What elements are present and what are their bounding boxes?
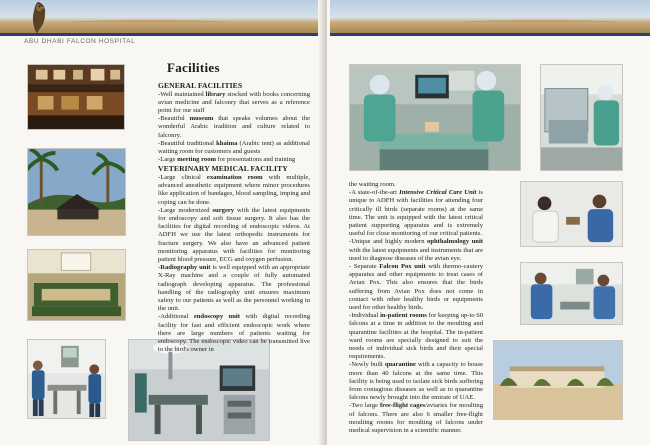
facility-item-text: for keeping up-to 60 falcons at a time in addition to the moulting and quarantine facilities at the hospital. The in-patient ward rooms are specially designed to suit the needs of individual sick birds and their special requirements.	[349, 312, 483, 361]
veterinary-facility-list	[158, 174, 310, 354]
facility-item-text: with thermo-cautery apparatus and other equipments to treat cases of Avian Pox. This also ensures that the birds suffering from Avian Pox does not come in contact with other healthy birds or equipments used for other healthy birds.	[349, 263, 483, 312]
facility-item-text: with a capacity to house more than 40 falcons at the same time. This facility is being used to isolate sick birds suffering from contagious diseases as well as to quarantine falcons newly brought into the emirate of UAE.	[349, 361, 483, 402]
facility-item-name: endoscopy unit	[193, 313, 240, 321]
facility-item-text: -Additional	[158, 313, 194, 321]
facility-item-name: examination room	[206, 174, 263, 182]
meeting-room-photo	[27, 249, 126, 321]
facility-item	[349, 361, 483, 402]
facility-item-text: /aviaries for moulting of falcons. There are also 6 smaller free-flight moulting rooms for moulting of falcons under medical supervision in a scientific manner.	[349, 402, 483, 435]
facility-item-text: the waiting room.	[349, 181, 396, 188]
facility-item	[349, 238, 483, 263]
facility-item-name: library	[205, 90, 226, 98]
quarantine-building-photo	[493, 340, 623, 420]
facility-item-text: -A state-of-the-art	[349, 189, 400, 197]
facility-item-text: - Separate	[349, 263, 380, 271]
facility-item-name: in-patient rooms	[380, 312, 427, 320]
facilities-text-column	[158, 60, 310, 445]
right-page	[327, 0, 650, 445]
facility-item-text: -Individual	[349, 312, 381, 320]
facility-item-text: with the latest equipments and instruments that are used to diagnose diseases of the avian eye.	[349, 246, 483, 262]
general-facilities-list	[158, 91, 310, 165]
facility-item-name: Falcon Pox unit	[379, 263, 426, 271]
desert-banner	[330, 0, 650, 36]
facility-item	[349, 263, 483, 312]
left-page	[0, 0, 323, 445]
facility-item	[349, 312, 483, 361]
facility-item-text: stocked with books concerning avian medicine and falconry that serves as a reference point for our staff	[158, 90, 310, 114]
facility-item-text: with multiple, advanced anesthetic equipment where minor procedures like application of bandages, blood sampling, imping and coping can be done.	[158, 174, 310, 206]
facility-item	[349, 189, 483, 238]
examination-room-photo	[27, 339, 106, 419]
surgery-room-photo	[349, 64, 521, 171]
facility-item-text: -Well maintained	[158, 90, 206, 98]
facility-item-text: -Unique and highly modern	[349, 238, 428, 246]
facility-item-name: meeting room	[177, 156, 216, 164]
facility-item-text: -Beautiful traditional	[158, 139, 217, 147]
facility-item	[349, 402, 483, 435]
facility-item-text: (Arabic tent) as additional waiting room for customers and guests	[158, 139, 310, 156]
facility-item	[158, 207, 310, 264]
falcon-pox-unit-photo	[520, 262, 623, 325]
facility-item	[158, 156, 310, 164]
facility-item	[349, 181, 483, 189]
facility-item	[158, 174, 310, 207]
facility-item-text: -Large clinical	[158, 174, 207, 182]
museum-photo	[27, 64, 125, 130]
icu-photo	[540, 64, 623, 171]
facility-item-text: that speaks volumes about the wonderful Arabic tradition and culture related to falconry.	[158, 115, 310, 139]
brand-name: ABU DHABI FALCON HOSPITAL	[24, 38, 136, 45]
facility-item-name: khaima	[216, 139, 238, 147]
facility-item	[158, 264, 310, 313]
facilities-heading: Facilities	[167, 60, 220, 75]
veterinary-facility-heading: VETERINARY MEDICAL FACILITY	[158, 164, 288, 174]
facility-item	[158, 91, 310, 116]
khaima-tent-photo	[27, 148, 126, 236]
facility-item-text: is unique to ADFH with facilities for attending four critically ill birds (separate rooms) at the same time. The unit is equipped with the latest critical patient supporting apparatus and is extremely useful for close monitoring of our critical patients.	[349, 189, 483, 238]
facility-item-text: -Beautiful	[158, 115, 190, 123]
facility-item	[158, 140, 310, 156]
general-facilities-heading: GENERAL FACILITIES	[158, 81, 243, 90]
facility-item-name: Radiography unit	[160, 264, 211, 272]
facility-item-name: surgery	[212, 206, 235, 214]
facility-item-text: -Two large	[349, 402, 380, 410]
falcon-logo	[24, 0, 54, 36]
facility-item-name: quarantine	[384, 361, 416, 369]
facility-item-name: museum	[189, 115, 214, 123]
facility-item-name: free-flight cages	[379, 402, 426, 410]
facility-item-text: for presentations and training	[216, 156, 296, 164]
facility-item-text: -Large modernized	[158, 206, 213, 214]
facility-item-name: Intensive Critical Care Unit	[399, 189, 477, 197]
facility-item-text: -Large	[158, 156, 178, 164]
facility-item	[158, 115, 310, 140]
right-facility-list	[349, 181, 483, 435]
facility-item-text: is well equipped with an appropriate X-Ray machine and a couple of fully automated radiograph developing apparatus. The professional handling of the radiography unit ensures maximum safety to our patients as well as the personnel working in the unit.	[158, 264, 310, 313]
desert-banner	[0, 0, 320, 36]
facility-item-text: with digital recording facility for fast and efficient endoscopic work where there are large numbers of patients waiting for endoscopy. The endoscopic video can be transmitted live to the bird's owner in	[158, 313, 310, 354]
facility-item-text: -Newly built	[349, 361, 385, 369]
facilities-text-column-right	[349, 181, 483, 443]
facility-item-text: -	[158, 264, 161, 272]
facility-item	[158, 313, 310, 354]
facility-item-name: ophthalmology unit	[427, 238, 483, 246]
ophthalmology-photo	[520, 181, 623, 247]
facility-item-text: with the latest equipments for endoscopy and soft tissue surgery. It also has the facilities for digital recording of endoscopic videos. At ADFH we use the latest orthopedic instruments for fracture surgery. We also have an advanced patient monitoring apparatus with facilities for monitoring patient blood pressure, ECG and oxygen perfusion.	[158, 206, 310, 264]
